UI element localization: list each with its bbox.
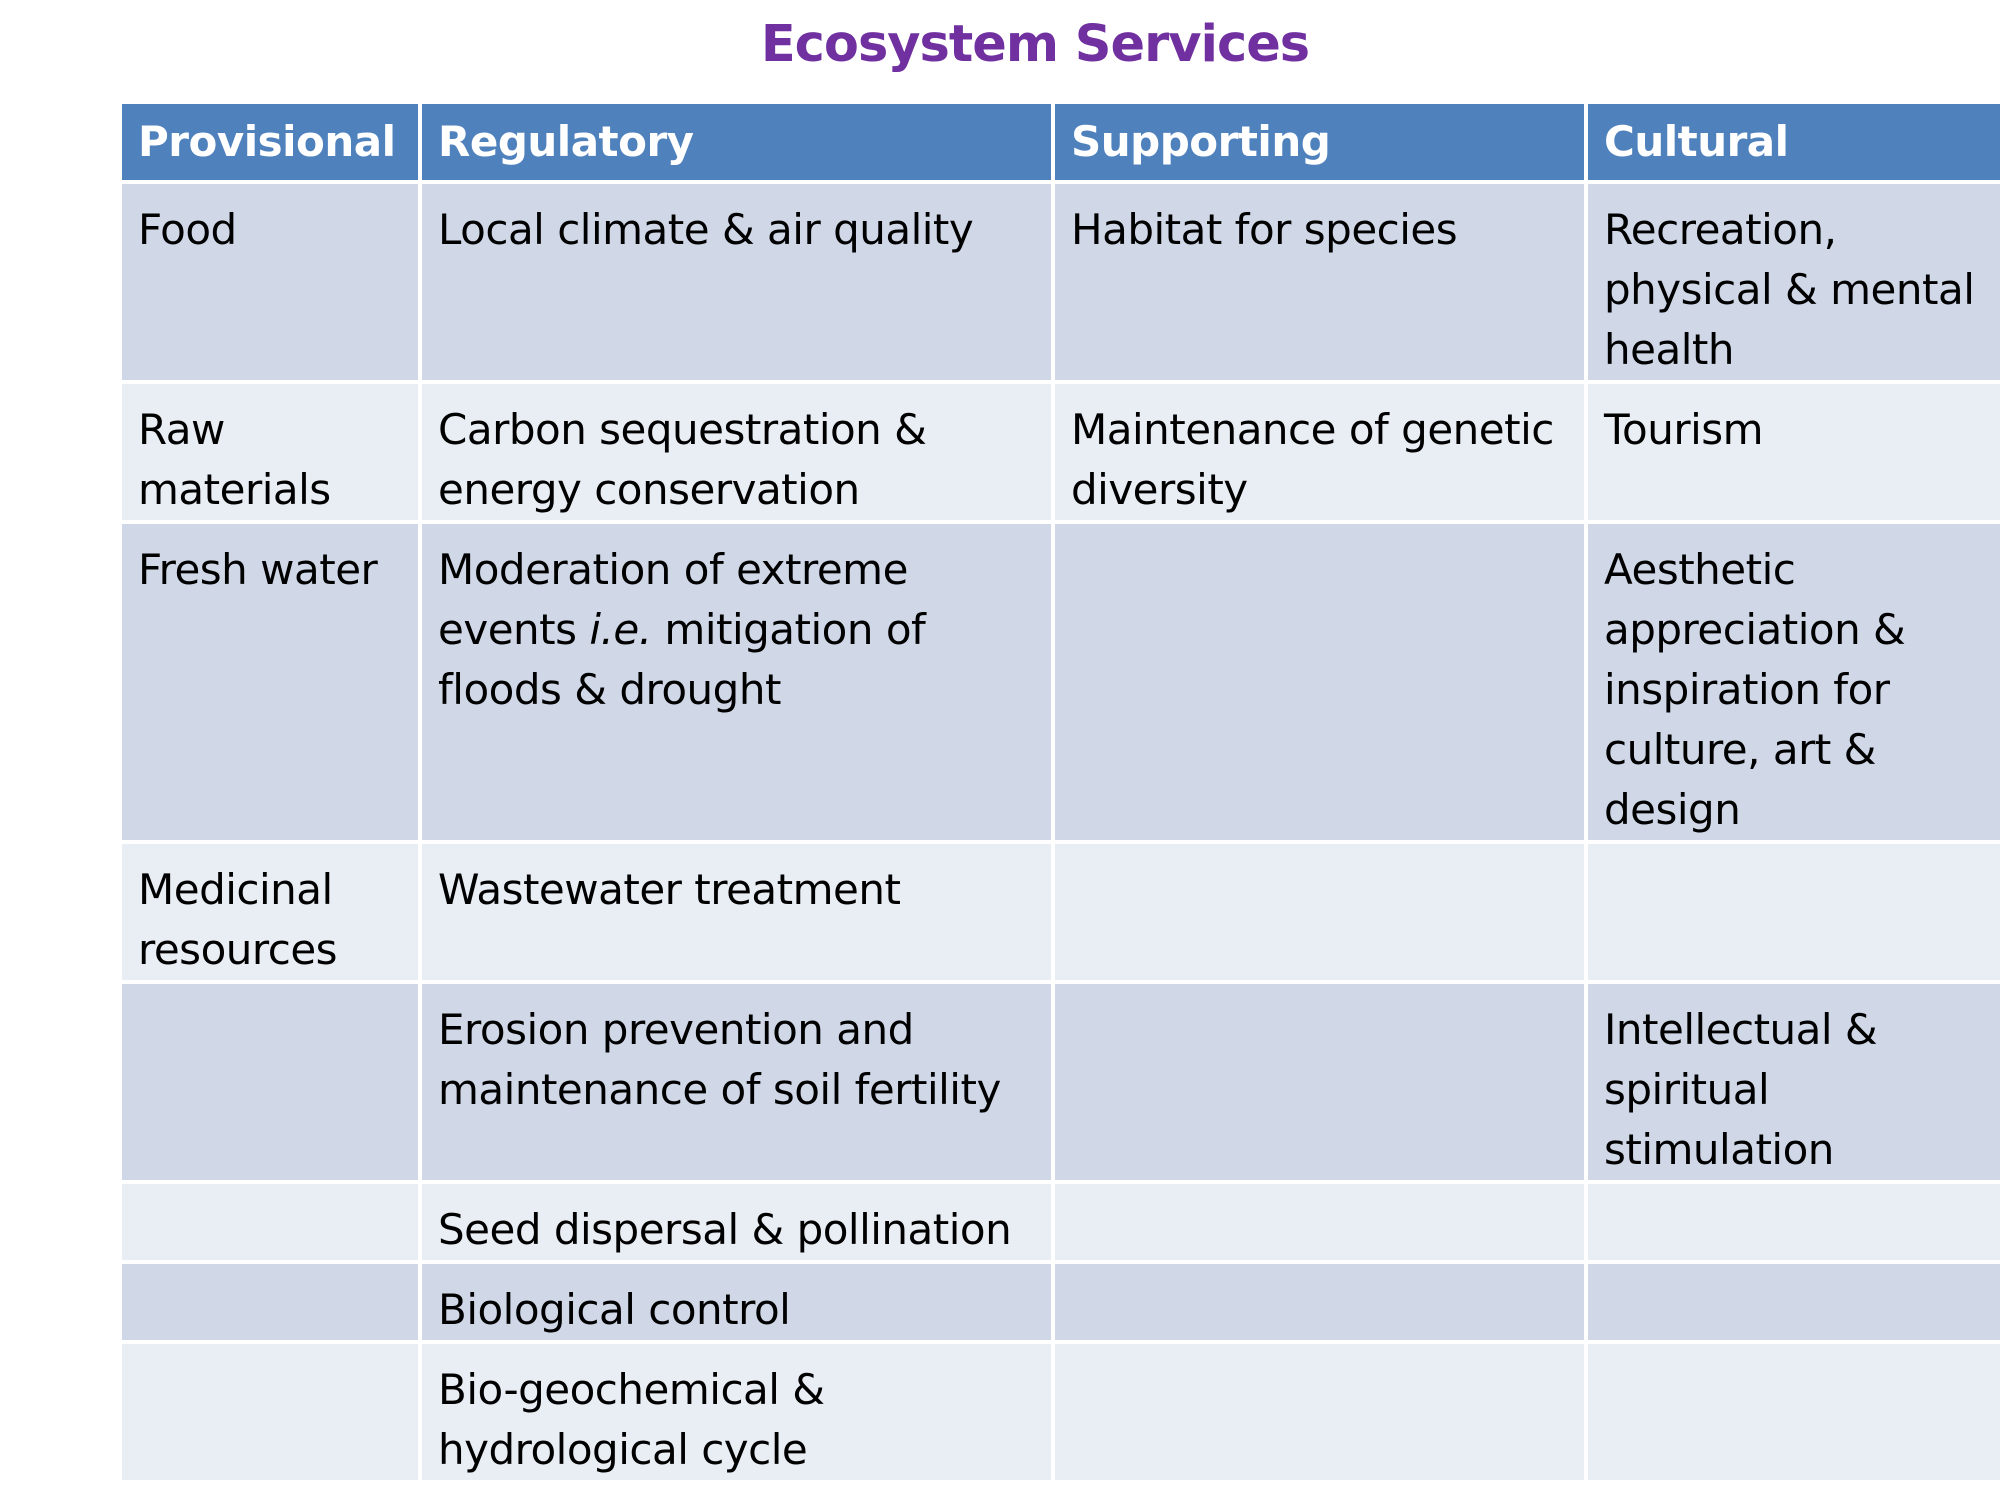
cell-cultural: [1586, 1342, 2000, 1482]
cell-regulatory: Erosion prevention and maintenance of soil fertility: [420, 982, 1053, 1182]
cell-cultural: Recreation, physical & mental health: [1586, 182, 2000, 382]
column-header-cultural: Cultural: [1586, 102, 2000, 182]
table-header-row: [120, 102, 2000, 182]
cell-provisional: Medicinal resources: [120, 842, 420, 982]
table-row: [120, 1182, 2000, 1262]
cell-cultural: Aesthetic appreciation & inspiration for culture, art & design: [1586, 522, 2000, 842]
cell-regulatory: Seed dispersal & pollination: [420, 1182, 1053, 1262]
cell-supporting: [1053, 1342, 1586, 1482]
cell-provisional: Food: [120, 182, 420, 382]
cell-cultural: [1586, 1182, 2000, 1262]
table-row: [120, 982, 2000, 1182]
cell-provisional: [120, 982, 420, 1182]
cell-regulatory: [420, 522, 1053, 842]
ecosystem-services-table: [118, 100, 2000, 1484]
cell-supporting: [1053, 1262, 1586, 1342]
table-row: [120, 1342, 2000, 1482]
cell-regulatory: Local climate & air quality: [420, 182, 1053, 382]
cell-cultural: Intellectual & spiritual stimulation: [1586, 982, 2000, 1182]
cell-supporting: Habitat for species: [1053, 182, 1586, 382]
column-header-regulatory: Regulatory: [420, 102, 1053, 182]
cell-cultural: Tourism: [1586, 382, 2000, 522]
cell-text: mitigation of floods & drought: [438, 605, 926, 714]
cell-cultural: [1586, 842, 2000, 982]
cell-text-italic: i.e.: [589, 605, 652, 654]
cell-regulatory: Carbon sequestration & energy conservation: [420, 382, 1053, 522]
cell-cultural: [1586, 1262, 2000, 1342]
cell-supporting: [1053, 1182, 1586, 1262]
cell-text: Moderation of extreme events: [438, 545, 908, 654]
cell-supporting: [1053, 982, 1586, 1182]
column-header-provisional: Provisional: [120, 102, 420, 182]
cell-supporting: [1053, 842, 1586, 982]
cell-supporting: [1053, 522, 1586, 842]
table-row: [120, 182, 2000, 382]
cell-provisional: [120, 1182, 420, 1262]
cell-provisional: [120, 1342, 420, 1482]
cell-regulatory: Wastewater treatment: [420, 842, 1053, 982]
cell-regulatory: Biological control: [420, 1262, 1053, 1342]
cell-provisional: [120, 1262, 420, 1342]
cell-provisional: Fresh water: [120, 522, 420, 842]
table-row: [120, 842, 2000, 982]
cell-regulatory: Bio-geochemical & hydrological cycle: [420, 1342, 1053, 1482]
cell-provisional: Raw materials: [120, 382, 420, 522]
table-row: [120, 1262, 2000, 1342]
table-row: [120, 382, 2000, 522]
cell-supporting: Maintenance of genetic diversity: [1053, 382, 1586, 522]
table-row: [120, 522, 2000, 842]
column-header-supporting: Supporting: [1053, 102, 1586, 182]
page-title: Ecosystem Services: [760, 15, 1310, 74]
